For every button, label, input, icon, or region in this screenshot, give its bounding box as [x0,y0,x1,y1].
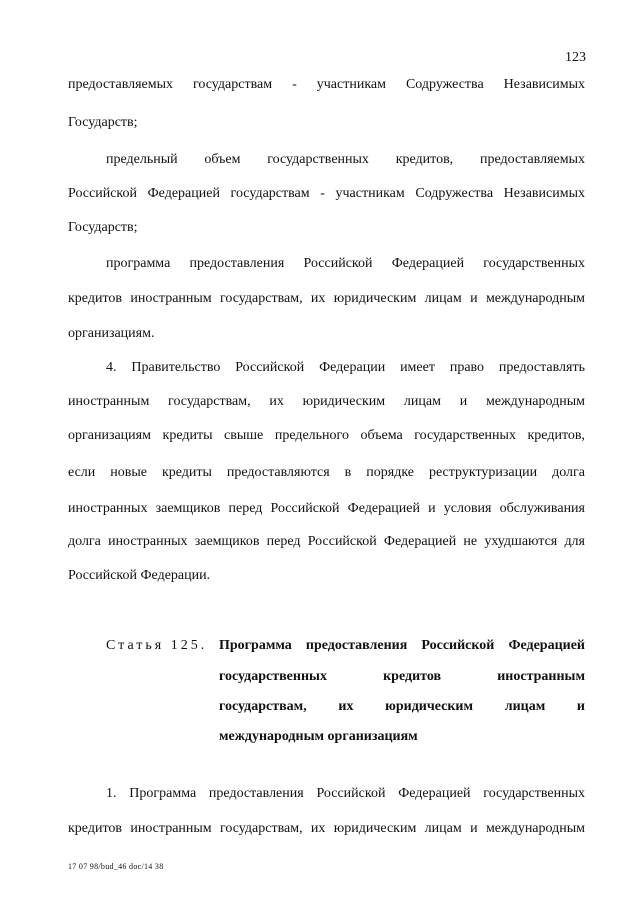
paragraph-line: долга иностранных заемщиков перед Российской Федерацией не ухудшаются для [68,534,585,549]
article-title-line: международным организациям [219,729,418,744]
paragraph-line: иностранным государствам, их юридическим лицам и международным [68,394,585,409]
article-label: Статья 125. [106,638,208,653]
paragraph-line: Государств; [68,115,138,130]
paragraph-line: кредитов иностранным государствам, их юридическим лицам и международным [68,821,585,836]
paragraph-line: иностранных заемщиков перед Российской Федерацией и условия обслуживания [68,501,585,516]
article-title-line: Программа предоставления Российской Федерацией [219,638,585,653]
paragraph-line: организациям. [68,326,155,341]
paragraph-line: 4. Правительство Российской Федерации имеет право предоставлять [106,360,585,375]
paragraph-line: предельный объем государственных кредитов, предоставляемых [106,152,585,167]
paragraph-line: если новые кредиты предоставляются в порядке реструктуризации долга [68,465,585,480]
paragraph-line: Государств; [68,220,138,235]
paragraph-line: 1. Программа предоставления Российской Федерацией государственных [106,786,585,801]
paragraph-line: программа предоставления Российской Федерацией государственных [106,256,585,271]
article-title-line: государствам, их юридическим лицам и [219,699,585,714]
footer-filename: 17 07 98/bud_46 doc/14 38 [68,862,164,871]
paragraph-line: Российской Федерации. [68,568,211,583]
paragraph-line: предоставляемых государствам - участникам Содружества Независимых [68,77,585,92]
page-number: 123 [565,50,586,65]
paragraph-line: организациям кредиты свыше предельного объема государственных кредитов, [68,428,585,443]
article-title-line: государственных кредитов иностранным [219,669,585,684]
paragraph-line: кредитов иностранным государствам, их юридическим лицам и международным [68,291,585,306]
paragraph-line: Российской Федерацией государствам - участникам Содружества Независимых [68,186,585,201]
